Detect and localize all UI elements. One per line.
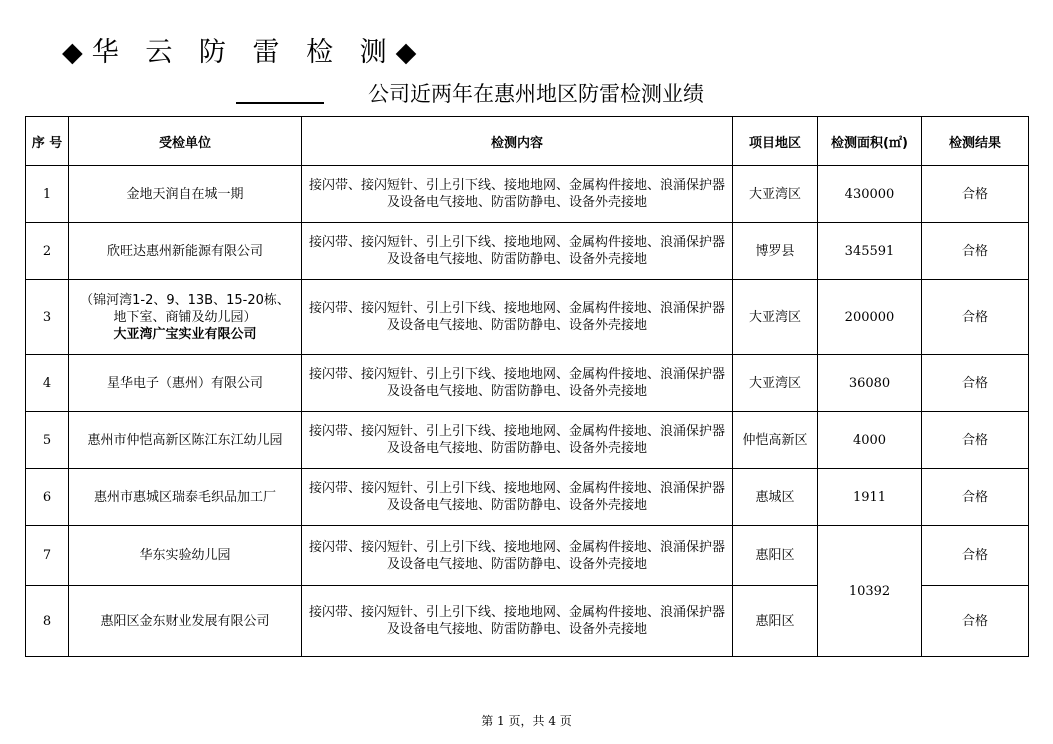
- blank-underline: [236, 102, 324, 104]
- subtitle-row: [236, 78, 704, 108]
- row-region: 大亚湾区: [733, 166, 818, 223]
- table-header-row: [26, 117, 1029, 166]
- row-content: 接闪带、接闪短针、引上引下线、接地地网、金属构件接地、浪涌保护器及设备电气接地、防雷防静电、设备外壳接地: [302, 526, 733, 586]
- header-area: 检测面积(㎡): [818, 117, 922, 166]
- table-row: [26, 166, 1029, 223]
- row-no: 3: [26, 280, 69, 355]
- row-area: 1911: [818, 469, 922, 526]
- row-content: 接闪带、接闪短针、引上引下线、接地地网、金属构件接地、浪涌保护器及设备电气接地、防雷防静电、设备外壳接地: [302, 586, 733, 657]
- row-content: 接闪带、接闪短针、引上引下线、接地地网、金属构件接地、浪涌保护器及设备电气接地、防雷防静电、设备外壳接地: [302, 469, 733, 526]
- row-no: 5: [26, 412, 69, 469]
- row-result: 合格: [922, 586, 1029, 657]
- row-result: 合格: [922, 526, 1029, 586]
- table-row: [26, 223, 1029, 280]
- row-unit-company: 大亚湾广宝实业有限公司: [113, 326, 257, 342]
- header-no: 序 号: [26, 117, 69, 166]
- performance-table: [25, 116, 1029, 657]
- row-region: 博罗县: [733, 223, 818, 280]
- row-result: 合格: [922, 412, 1029, 469]
- header-region: 项目地区: [733, 117, 818, 166]
- table-row: [26, 526, 1029, 586]
- row-unit: 华东实验幼儿园: [69, 526, 302, 586]
- row-region: 惠阳区: [733, 526, 818, 586]
- row-content: 接闪带、接闪短针、引上引下线、接地地网、金属构件接地、浪涌保护器及设备电气接地、防雷防静电、设备外壳接地: [302, 166, 733, 223]
- table-row: [26, 412, 1029, 469]
- row-area: 430000: [818, 166, 922, 223]
- row-content: 接闪带、接闪短针、引上引下线、接地地网、金属构件接地、浪涌保护器及设备电气接地、防雷防静电、设备外壳接地: [302, 223, 733, 280]
- row-unit: 惠州市惠城区瑞泰毛织品加工厂: [69, 469, 302, 526]
- company-brand-title: ◆华 云 防 雷 检 测◆: [62, 37, 426, 68]
- row-content: 接闪带、接闪短针、引上引下线、接地地网、金属构件接地、浪涌保护器及设备电气接地、防雷防静电、设备外壳接地: [302, 280, 733, 355]
- row-region: 仲恺高新区: [733, 412, 818, 469]
- row-no: 1: [26, 166, 69, 223]
- header-unit: 受检单位: [69, 117, 302, 166]
- row-content: 接闪带、接闪短针、引上引下线、接地地网、金属构件接地、浪涌保护器及设备电气接地、防雷防静电、设备外壳接地: [302, 412, 733, 469]
- row-area: 4000: [818, 412, 922, 469]
- row-result: 合格: [922, 355, 1029, 412]
- row-unit: 金地天润自在城一期: [69, 166, 302, 223]
- row-region: 惠阳区: [733, 586, 818, 657]
- row-unit-line: （锦河湾1-2、9、13B、15-20栋、: [80, 292, 290, 308]
- row-area-merged: 10392: [818, 526, 922, 657]
- row-region: 惠城区: [733, 469, 818, 526]
- table-row: [26, 280, 1029, 355]
- document-subtitle: 公司近两年在惠州地区防雷检测业绩: [368, 82, 704, 106]
- row-no: 6: [26, 469, 69, 526]
- row-region: 大亚湾区: [733, 355, 818, 412]
- page-footer: 第 1 页，共 4 页: [481, 714, 572, 728]
- row-unit-line: 地下室、商铺及幼儿园）: [113, 309, 257, 325]
- row-result: 合格: [922, 280, 1029, 355]
- row-unit: 惠州市仲恺高新区陈江东江幼儿园: [69, 412, 302, 469]
- row-no: 2: [26, 223, 69, 280]
- table-row: [26, 355, 1029, 412]
- row-area: 36080: [818, 355, 922, 412]
- header-content: 检测内容: [302, 117, 733, 166]
- row-unit: 惠阳区金东财业发展有限公司: [69, 586, 302, 657]
- row-no: 8: [26, 586, 69, 657]
- header-result: 检测结果: [922, 117, 1029, 166]
- row-result: 合格: [922, 223, 1029, 280]
- row-no: 7: [26, 526, 69, 586]
- row-region: 大亚湾区: [733, 280, 818, 355]
- row-area: 345591: [818, 223, 922, 280]
- row-result: 合格: [922, 166, 1029, 223]
- row-unit: 欣旺达惠州新能源有限公司: [69, 223, 302, 280]
- row-unit: 星华电子（惠州）有限公司: [69, 355, 302, 412]
- row-unit: [69, 280, 302, 355]
- row-no: 4: [26, 355, 69, 412]
- row-content: 接闪带、接闪短针、引上引下线、接地地网、金属构件接地、浪涌保护器及设备电气接地、防雷防静电、设备外壳接地: [302, 355, 733, 412]
- table-row: [26, 469, 1029, 526]
- row-area: 200000: [818, 280, 922, 355]
- row-result: 合格: [922, 469, 1029, 526]
